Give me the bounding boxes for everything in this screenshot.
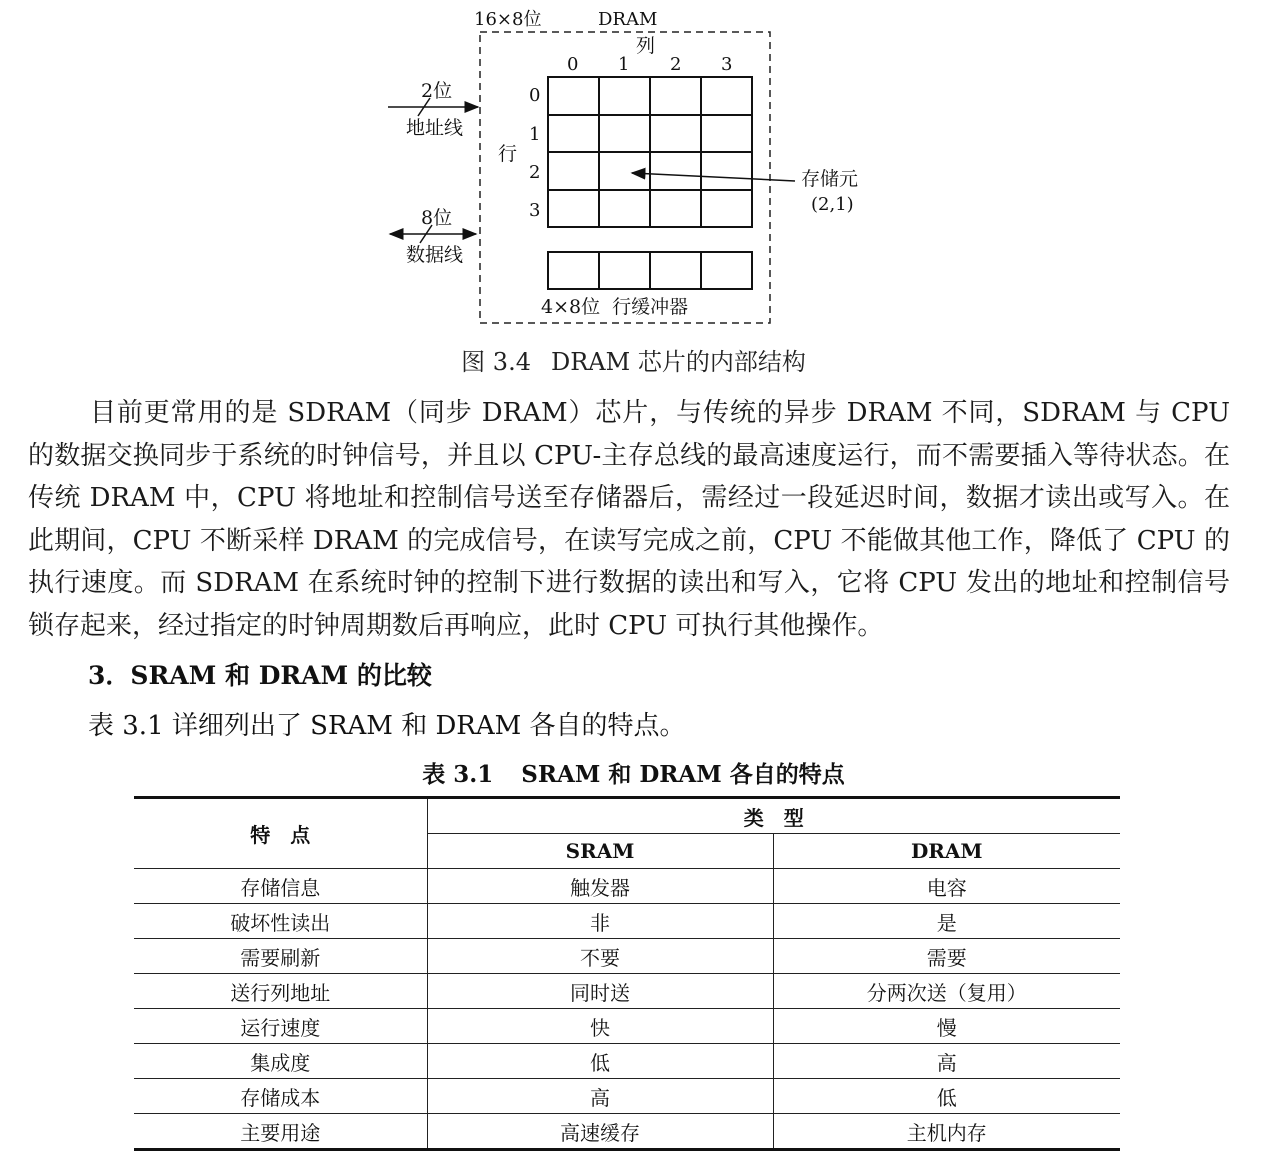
table-row [134,1114,1120,1150]
dram-cell: 高 [773,1044,1120,1079]
sram-cell: 高 [427,1079,773,1114]
table-row [134,904,1120,939]
sram-cell: 低 [427,1044,773,1079]
address-line-label: 地址线 [406,117,464,139]
sram-cell: 不要 [427,939,773,974]
comparison-table [134,796,1120,1151]
type-header: 类 型 [427,798,1120,834]
figure-caption [0,345,1267,379]
row-buffer [548,252,752,289]
figure-title: DRAM 芯片的内部结构 [550,348,806,376]
feature-cell: 存储成本 [134,1079,427,1114]
table-row [134,939,1120,974]
table-row [134,1044,1120,1079]
data-line-label: 数据线 [406,244,464,266]
feature-cell: 破坏性读出 [134,904,427,939]
address-bits-label: 2位 [421,80,453,102]
table-number: 表 3.1 [422,761,494,788]
cell-label: 存储元 [801,168,859,190]
table-row [134,1079,1120,1114]
cell-grid [548,77,752,227]
sram-cell: 非 [427,904,773,939]
sram-cell: 快 [427,1009,773,1044]
cell-coord-label: (2,1) [811,194,854,215]
feature-cell: 主要用途 [134,1114,427,1150]
feature-header: 特 点 [134,798,427,869]
dram-cell: 需要 [773,939,1120,974]
column-title: 列 [636,35,656,57]
row-title: 行 [498,143,518,165]
table-row [134,1009,1120,1044]
feature-cell: 需要刷新 [134,939,427,974]
dram-label: DRAM [598,9,658,30]
row-indices [529,85,540,221]
table-intro: 表 3.1 详细列出了 SRAM 和 DRAM 各自的特点。 [88,711,686,741]
section-heading: 3．SRAM 和 DRAM 的比较 [88,661,432,690]
table-title: SRAM 和 DRAM 各自的特点 [521,761,845,788]
table-caption [0,758,1267,792]
dram-cell: 主机内存 [773,1114,1120,1150]
feature-cell: 集成度 [134,1044,427,1079]
body-paragraph: 目前更常用的是 SDRAM（同步 DRAM）芯片，与传统的异步 DRAM 不同，SDRAM 与 CPU 的数据交换同步于系统的时钟信号，并且以 CPU-主存总线的最高速度运行，而不需要插入等待状态。在传统 DRAM 中，CPU 将地址和控制信号送至存储器后，需经过一段延迟时间，数据才读出或写入。在此期间，CPU 不断采样 DRAM 的完成信号，在读写完成之前，CPU 不能做其他工作，降低了 CPU 的执行速度。而 SDRAM 在系统时钟的控制下进行数据的读出和写入，它将 CPU 发出的地址和控制信号锁存起来，经过指定的时钟周期数后再响应，此时 CPU 可执行其他操作。 [28,398,1231,641]
sram-column-header: SRAM [427,834,773,869]
data-bits-label: 8位 [421,207,453,229]
row-index: 0 [529,85,541,106]
table-row [134,869,1120,904]
column-index: 1 [618,54,630,75]
chip-size-label: 16×8位 [474,9,542,30]
column-indices [567,54,732,75]
sram-cell: 同时送 [427,974,773,1009]
table-row [134,974,1120,1009]
dram-cell: 分两次送（复用） [773,974,1120,1009]
row-index: 1 [529,124,541,145]
sram-cell: 高速缓存 [427,1114,773,1150]
dram-cell: 是 [773,904,1120,939]
dram-cell: 慢 [773,1009,1120,1044]
feature-cell: 运行速度 [134,1009,427,1044]
feature-cell: 送行列地址 [134,974,427,1009]
column-index: 3 [721,54,733,75]
table-header-row [134,798,1120,834]
column-index: 0 [567,54,579,75]
dram-cell: 低 [773,1079,1120,1114]
feature-cell: 存储信息 [134,869,427,904]
row-buffer-label: 4×8位 行缓冲器 [541,296,689,318]
row-index: 2 [529,162,541,183]
figure-number: 图 3.4 [461,348,531,376]
sram-cell: 触发器 [427,869,773,904]
dram-column-header: DRAM [773,834,1120,869]
dram-cell: 电容 [773,869,1120,904]
column-index: 2 [670,54,682,75]
dram-chip-diagram [0,0,1267,345]
row-index: 3 [529,200,541,221]
